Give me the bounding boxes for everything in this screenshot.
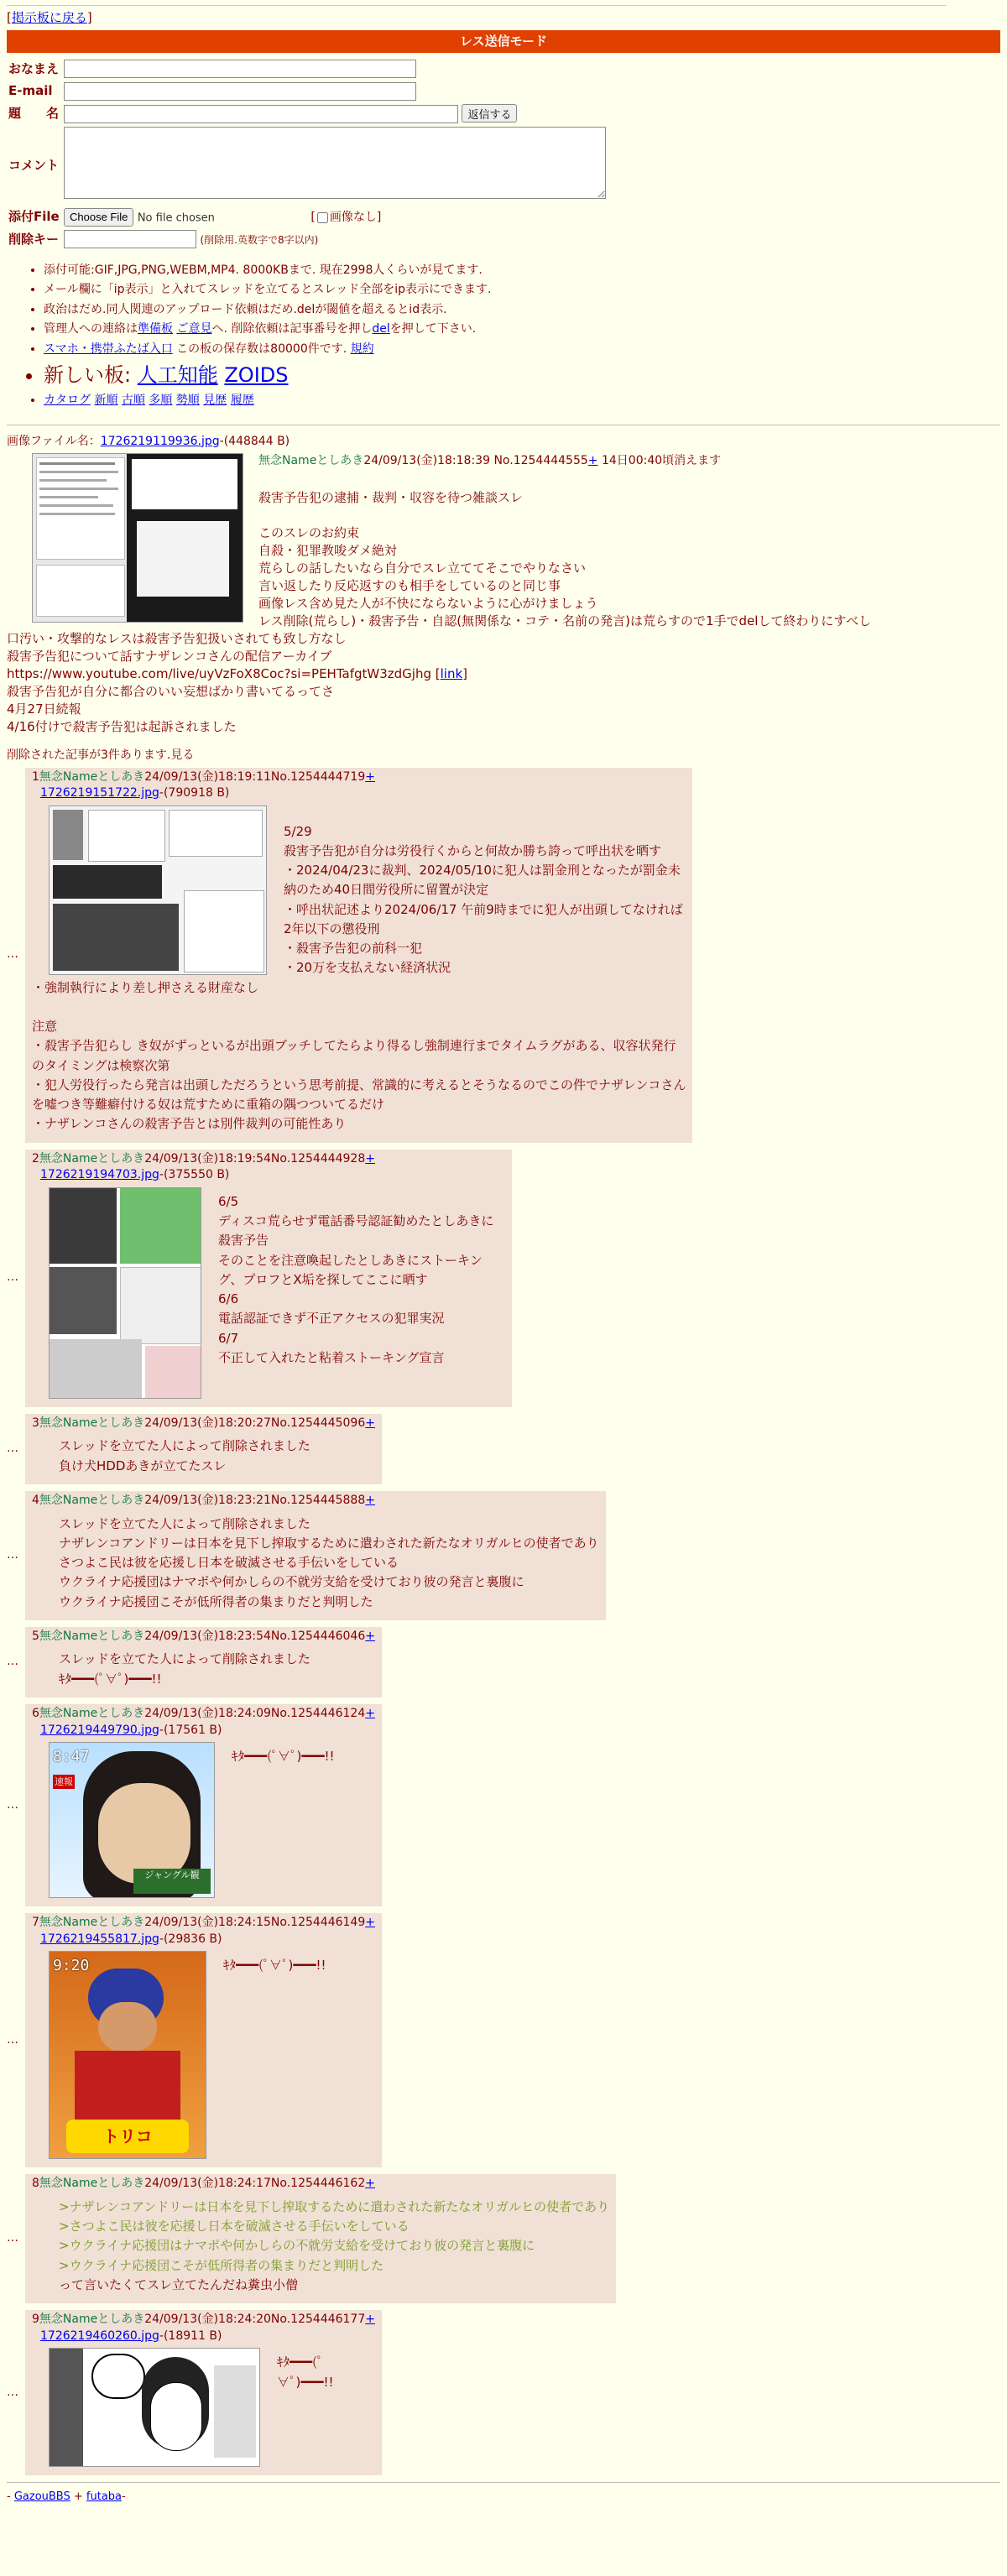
reply-name: 無念Nameとしあき	[39, 769, 145, 784]
reply-post-number[interactable]: No.1254446162	[270, 2177, 366, 2191]
reply-post	[25, 1150, 512, 1407]
reply-dots: …	[7, 2385, 18, 2399]
reply-name: 無念Nameとしあき	[39, 1706, 145, 1720]
reply-line: ・2024/04/23に裁判、2024/05/10に犯人は罰金刑となったが罰金未納のため40日間労役所に留置が決定	[284, 863, 681, 898]
reply-line: 5/29	[284, 823, 312, 839]
reply-dots: …	[7, 1442, 18, 1456]
reply-header	[32, 1915, 375, 1932]
reply-date: 24/09/13(金)18:24:20	[144, 2313, 271, 2327]
replies	[7, 768, 1000, 2476]
reply-plus-link[interactable]: +	[365, 1706, 375, 1720]
reply-plus-link[interactable]: +	[365, 1629, 375, 1643]
op-post	[7, 434, 1000, 736]
reply-plus-link[interactable]: +	[365, 769, 375, 784]
reply-line	[32, 998, 686, 1017]
name-input[interactable]	[64, 60, 416, 78]
sort-many-link[interactable]: 多順	[149, 394, 173, 408]
subject-input[interactable]	[64, 105, 458, 123]
reply-line: のタイミングは検察次第	[32, 1057, 170, 1073]
reply-dots: …	[7, 2032, 18, 2047]
reply-post-number[interactable]: No.1254446177	[270, 2313, 366, 2327]
reply-line: 6/5	[218, 1193, 239, 1209]
reply-body	[32, 1515, 599, 1612]
footer: - GazouBBS + futaba-	[7, 2490, 126, 2504]
reply-file-info	[32, 1167, 505, 1184]
reply-dots: …	[7, 1548, 18, 1562]
reply-name: 無念Nameとしあき	[39, 2313, 145, 2327]
reply-line: ・20万を支払えない経済状況	[284, 960, 451, 976]
reply-file-info	[32, 2328, 375, 2345]
reply-row	[7, 1491, 1000, 1620]
thumb-clock-text: 8:47	[53, 1748, 90, 1766]
op-line: 画像レス含め見た人が不快にならないように心がけましょう	[258, 595, 598, 611]
reply-line: ・強制執行により差し押さえる財産なし	[32, 979, 259, 995]
thumb-clock-text: 9:20	[53, 1957, 90, 1975]
reply-post	[25, 1913, 382, 2167]
reply-line: ナザレンコアンドリーは日本を見下し搾取するために遣わされた新たなオリガルヒの使者であり	[59, 1535, 599, 1551]
op-name: 無念Nameとしあき	[258, 454, 364, 468]
reply-line: を嘘つき等難癖付ける奴は荒すために重箱の隅つついてるだけ	[32, 1097, 385, 1113]
rules-list	[7, 263, 1000, 409]
deleted-message: スレッドを立てた人によって削除されました	[59, 1515, 310, 1531]
reply-number: 7	[32, 1916, 39, 1930]
reply-row	[7, 1704, 1000, 1906]
reply-line: ウクライナ応援団はナマポや何かしらの不就労支給を受けており彼の発言と裏腹に	[59, 1574, 524, 1590]
op-line: 自殺・犯罪教唆ダメ絶対	[258, 542, 398, 558]
file-label: 添付File	[8, 209, 60, 225]
op-line: 殺害予告犯が自分に都合のいい妄想ばかり書いてるってさ	[7, 683, 335, 699]
reply-name: 無念Nameとしあき	[39, 1493, 145, 1507]
reply-row	[7, 1913, 1000, 2167]
sort-new-link[interactable]: 新順	[94, 394, 118, 408]
reply-dots: …	[7, 2231, 18, 2245]
op-line: このスレのお約束	[258, 524, 360, 540]
reply-number: 6	[32, 1706, 39, 1720]
deleted-message: スレッドを立てた人によって削除されました	[59, 1438, 310, 1454]
op-plus-link[interactable]: +	[587, 454, 598, 468]
reply-file-size: -(18911 B)	[159, 2328, 222, 2343]
reply-name: 無念Nameとしあき	[39, 1151, 145, 1165]
comment-label: コメント	[8, 158, 60, 174]
reply-thumbnail[interactable]	[49, 2348, 260, 2467]
reply-post-number[interactable]: No.1254444928	[270, 1151, 366, 1165]
deleted-notice[interactable]: 削除された記事が3件あります.見る	[7, 748, 195, 762]
reply-row	[7, 1414, 1000, 1484]
reply-plus-link[interactable]: +	[365, 1916, 375, 1930]
sort-momentum-link[interactable]: 勢順	[175, 394, 200, 408]
reply-file-info	[32, 1723, 375, 1739]
reply-line: 注意	[32, 1019, 58, 1035]
reply-plus-link[interactable]: +	[365, 2177, 375, 2191]
reply-thumbnail[interactable]	[49, 1742, 215, 1898]
reply-line: ・殺害予告犯の前科一犯	[284, 941, 423, 957]
reply-number: 3	[32, 1416, 39, 1430]
page	[0, 5, 1007, 2506]
reply-number: 2	[32, 1151, 39, 1165]
reply-dots: …	[7, 1797, 18, 1812]
reply-post	[25, 2310, 382, 2475]
reply-date: 24/09/13(金)18:24:15	[144, 1916, 271, 1930]
op-expire: 14日00:40頃消えます	[601, 454, 722, 468]
top-divider	[7, 5, 947, 6]
reply-row	[7, 768, 1000, 1143]
op-line: 荒らしの話したいなら自分でスレ立ててそこでやりなさい	[258, 560, 587, 576]
thumb-caption-text: ジャングル観	[133, 1869, 211, 1894]
post-history-link[interactable]: 履歴	[230, 394, 254, 408]
op-line: 4月27日続報	[7, 701, 81, 717]
reply-post-number[interactable]: No.1254445888	[270, 1493, 366, 1507]
no-image-checkbox[interactable]	[317, 212, 328, 223]
reply-body	[32, 1650, 375, 1689]
feedback-link[interactable]: ご意見	[176, 322, 212, 336]
submit-reply-button[interactable]: 返信する	[462, 104, 517, 123]
reply-image-link[interactable]: 1726219460260.jpg	[40, 2328, 159, 2343]
reply-line: 負け犬HDDあきが立てたスレ	[59, 1457, 227, 1473]
reply-file-size: -(17561 B)	[159, 1723, 222, 1737]
reply-dots: …	[7, 1655, 18, 1669]
reply-number: 4	[32, 1493, 39, 1507]
deleted-message: スレッドを立てた人によって削除されました	[59, 1651, 310, 1667]
rule-item: • メール欄に「ip表示」と入れてスレッドを立てるとスレッド全部をip表示にできます.	[44, 282, 1000, 299]
thumb-logo-text: トリコ	[66, 2120, 189, 2153]
sort-old-link[interactable]: 古順	[121, 394, 145, 408]
reply-file-info	[32, 1932, 375, 1948]
reply-number: 8	[32, 2177, 39, 2191]
quote-line: >ナザレンコアンドリーは日本を見下し搾取するために遣わされた新たなオリガルヒの使者であり	[59, 2198, 610, 2214]
mobile-entry-link[interactable]: スマホ・携帯ふたば入口	[44, 342, 173, 356]
reply-date: 24/09/13(金)18:24:17	[144, 2177, 271, 2191]
reply-post-number[interactable]: No.1254446149	[270, 1916, 366, 1930]
op-url-link[interactable]: link	[440, 665, 463, 681]
rule-item: • 管理人への連絡は準備板 ご意見へ. 削除依頼は記事番号を押しdelを押して下さい.	[44, 321, 1000, 338]
reply-dots: …	[7, 1270, 18, 1285]
reply-image-link[interactable]: 1726219151722.jpg	[40, 786, 159, 800]
reply-plus-link[interactable]: +	[365, 1416, 375, 1430]
reply-plus-link[interactable]: +	[365, 1151, 375, 1165]
del-link[interactable]: del	[372, 322, 390, 336]
reply-row	[7, 2174, 1000, 2303]
reply-number: 5	[32, 1629, 39, 1643]
op-number[interactable]: No.1254444555	[493, 454, 588, 468]
reply-file-info	[32, 785, 686, 802]
reply-header	[32, 769, 686, 786]
reply-name: 無念Nameとしあき	[39, 1629, 145, 1643]
reply-line: ｷﾀ━━━(ﾟ∀ﾟ)━━━!!	[223, 1958, 326, 1974]
quote-line: >ウクライナ応援団こそが低所得者の集まりだと判明した	[59, 2257, 384, 2273]
reply-header	[32, 1629, 375, 1645]
reply-date: 24/09/13(金)18:24:09	[144, 1706, 271, 1720]
reply-name: 無念Nameとしあき	[39, 1416, 145, 1430]
reply-line: ｷﾀ━━━(ﾟ∀ﾟ)━━━!!	[277, 2354, 334, 2390]
reply-line: ・殺害予告犯らし き奴がずっといるが出頭ブッチしてたらより得るし強制連行までタイムラグがある、収容状発行	[32, 1038, 676, 1054]
rule-item: • 政治はだめ.同人関連のアップロード依頼はだめ.delが閾値を超えるとid表示.	[44, 302, 1000, 319]
reply-image-link[interactable]: 1726219455817.jpg	[40, 1932, 159, 1946]
reply-plus-link[interactable]: +	[365, 1493, 375, 1507]
reply-line: 6/6	[218, 1291, 239, 1307]
reply-post	[25, 1627, 382, 1697]
catalog-links	[44, 393, 1000, 409]
op-line: 口汚い・攻撃的なレスは殺害予告犯扱いされても致し方なし	[7, 630, 347, 646]
thumb-badge-text: 速報	[53, 1775, 75, 1789]
reply-post	[25, 1704, 382, 1906]
reply-post	[25, 2174, 616, 2303]
op-line: レス削除(荒らし)・殺害予告・自認(無関係な・コテ・名前の発言)は荒らすので1手でdelして終わりにすべし	[258, 613, 872, 628]
reply-name: 無念Nameとしあき	[39, 1916, 145, 1930]
subject-label: 題 名	[8, 106, 60, 122]
email-input[interactable]	[64, 82, 416, 101]
rule-item: • スマホ・携帯ふたば入口 この板の保存数は80000件です. 規約	[44, 342, 1000, 358]
reply-header	[32, 1493, 599, 1510]
rule-item: • 添付可能:GIF,JPG,PNG,WEBM,MP4. 8000KBまで. 現在2998人くらいが見てます.	[44, 263, 1000, 279]
reply-row	[7, 1150, 1000, 1407]
reply-number: 9	[32, 2313, 39, 2327]
reply-header	[32, 2176, 609, 2193]
reply-line: そのことを注意喚起したとしあきにストーキング、プロフとX垢を探してここに晒す	[218, 1252, 483, 1287]
reply-date: 24/09/13(金)18:23:21	[144, 1493, 271, 1507]
reply-line: ・ナザレンコさんの殺害予告とは別件裁判の可能性あり	[32, 1116, 347, 1132]
reply-post-number[interactable]: No.1254444719	[270, 769, 366, 784]
reply-name: 無念Nameとしあき	[39, 2177, 145, 2191]
reply-line: 電話認証できず不正アクセスの犯罪実況	[218, 1311, 445, 1327]
reply-post	[25, 1491, 606, 1620]
op-thumbnail[interactable]	[32, 453, 243, 623]
reply-post	[25, 768, 692, 1143]
mode-banner: レス送信モード	[7, 30, 1000, 53]
op-date: 24/09/13(金)18:18:39	[363, 454, 490, 468]
reply-date: 24/09/13(金)18:19:11	[144, 769, 271, 784]
reply-file-size: -(375550 B)	[159, 1168, 230, 1182]
choose-file-button[interactable]: Choose File	[64, 208, 133, 227]
quote-line: >さつよこ民は彼を応援し日本を破滅させる手伝いをしている	[59, 2219, 410, 2234]
reply-image-link[interactable]: 1726219194703.jpg	[40, 1168, 159, 1182]
delete-key-note: (削除用.英数字で8字以内)	[200, 233, 319, 246]
reply-line: ｷﾀ━━━(ﾟ∀ﾟ)━━━!!	[59, 1671, 162, 1687]
reply-number: 1	[32, 769, 39, 784]
reply-line: ・犯人労役行ったら発言は出頭しただろうという思考前提、常識的に考えるとそうなるのでこの件でナザレンコさん	[32, 1077, 686, 1092]
reply-file-size: -(29836 B)	[159, 1932, 222, 1946]
reply-line: さつよこ民は彼を応援し日本を破滅させる手伝いをしている	[59, 1555, 399, 1571]
reply-dots: …	[7, 947, 18, 962]
op-line: 4/16付けで殺害予告犯は起訴されました	[7, 718, 237, 734]
gazoubbs-link[interactable]: GazouBBS	[13, 2490, 70, 2504]
reply-date: 24/09/13(金)18:19:54	[144, 1151, 271, 1165]
reply-header	[32, 1706, 375, 1723]
reply-header	[32, 2312, 375, 2328]
reply-line: ・呼出状記述より2024/06/17 午前9時までに犯人が出頭してなければ2年以下の懲役刑	[284, 901, 683, 936]
op-line: 言い返したり反応返すのも相手をしているのと同じ事	[258, 577, 561, 593]
reply-date: 24/09/13(金)18:20:27	[144, 1416, 271, 1430]
delete-key-label: 削除キー	[8, 231, 60, 247]
op-lines2	[7, 683, 1000, 736]
no-image-label: 画像なし	[329, 211, 377, 225]
op-url-line: https://www.youtube.com/live/uyVzFoX8Coc?si=PEHTafgtW3zdGjhg [link]	[7, 665, 467, 681]
reply-line: 不正して入れたと粘着ストーキング宣言	[218, 1349, 445, 1365]
reply-line: ウクライナ応援団こそが低所得者の集まりだと判明した	[59, 1593, 373, 1609]
catalog-link[interactable]: カタログ	[44, 394, 91, 408]
new-board-zoids-link[interactable]: ZOIDS	[224, 362, 289, 387]
reply-line: ｷﾀ━━━(ﾟ∀ﾟ)━━━!!	[232, 1749, 335, 1765]
op-image-link[interactable]: 1726219119936.jpg	[100, 434, 220, 448]
reply-thumbnail[interactable]	[49, 1951, 206, 2159]
op-line: 殺害予告犯の逮捕・裁判・収容を待つ雑談スレ	[258, 489, 524, 505]
terms-link[interactable]: 規約	[350, 342, 374, 356]
no-file-text: No file chosen	[137, 211, 215, 225]
reply-row	[7, 2310, 1000, 2475]
op-line: 殺害予告犯について話すナザレンコさんの配信アーカイブ	[7, 648, 332, 664]
email-label: E-mail	[8, 83, 53, 99]
reply-post-number[interactable]: No.1254446046	[270, 1629, 366, 1643]
delete-key-input[interactable]	[64, 230, 196, 248]
back-nav: [掲示板に戻る]	[7, 10, 92, 25]
reply-row	[7, 1627, 1000, 1697]
reply-line: って言いたくてスレ立てたんだね糞虫小僧	[59, 2276, 299, 2292]
reply-post-number[interactable]: No.1254446124	[270, 1706, 366, 1720]
comment-textarea[interactable]	[64, 127, 606, 199]
reply-line: ディスコ荒らせず電話番号認証勧めたとしあきに殺害予告	[218, 1213, 494, 1249]
reply-header	[32, 1151, 505, 1168]
reply-file-size: -(790918 B)	[159, 786, 230, 800]
post-form: おなまえ E-mail 題 名 返信する コメント 添付File Choose File No file chosen [ 画像なし] 削除キー (削除用.英数字で8字以内)	[7, 58, 608, 251]
reply-thumbnail[interactable]	[49, 806, 267, 975]
quote-line: >ウクライナ応援団はナマポや何かしらの不就労支給を受けており彼の発言と裏腹に	[59, 2238, 535, 2254]
footer-divider	[7, 2482, 1000, 2483]
reply-post-number[interactable]: No.1254445096	[270, 1416, 366, 1430]
reply-plus-link[interactable]: +	[365, 2313, 375, 2327]
reply-post	[25, 1414, 382, 1484]
reply-body	[32, 1437, 375, 1476]
reply-date: 24/09/13(金)18:23:54	[144, 1629, 271, 1643]
new-board-ai-link[interactable]: 人工知能	[137, 362, 218, 387]
op-image-info: 画像ファイル名：1726219119936.jpg-(448844 B)	[7, 434, 290, 448]
futaba-link[interactable]: futaba	[86, 2490, 123, 2504]
reply-thumbnail[interactable]	[49, 1187, 201, 1399]
reply-image-link[interactable]: 1726219449790.jpg	[40, 1723, 159, 1737]
staging-board-link[interactable]: 準備板	[138, 322, 173, 336]
name-label: おなまえ	[8, 60, 60, 76]
viewed-history-link[interactable]: 見歴	[203, 394, 227, 408]
reply-line: 殺害予告犯が自分は労役行くからと何故か勝ち誇って呼出状を晒す	[284, 842, 662, 858]
reply-line: 6/7	[218, 1330, 239, 1346]
new-boards: • 新しい板: 人工知能 ZOIDS	[44, 362, 1000, 390]
back-to-board-link[interactable]: 掲示板に戻る	[11, 10, 87, 25]
reply-header	[32, 1416, 375, 1432]
reply-body	[32, 2198, 609, 2295]
